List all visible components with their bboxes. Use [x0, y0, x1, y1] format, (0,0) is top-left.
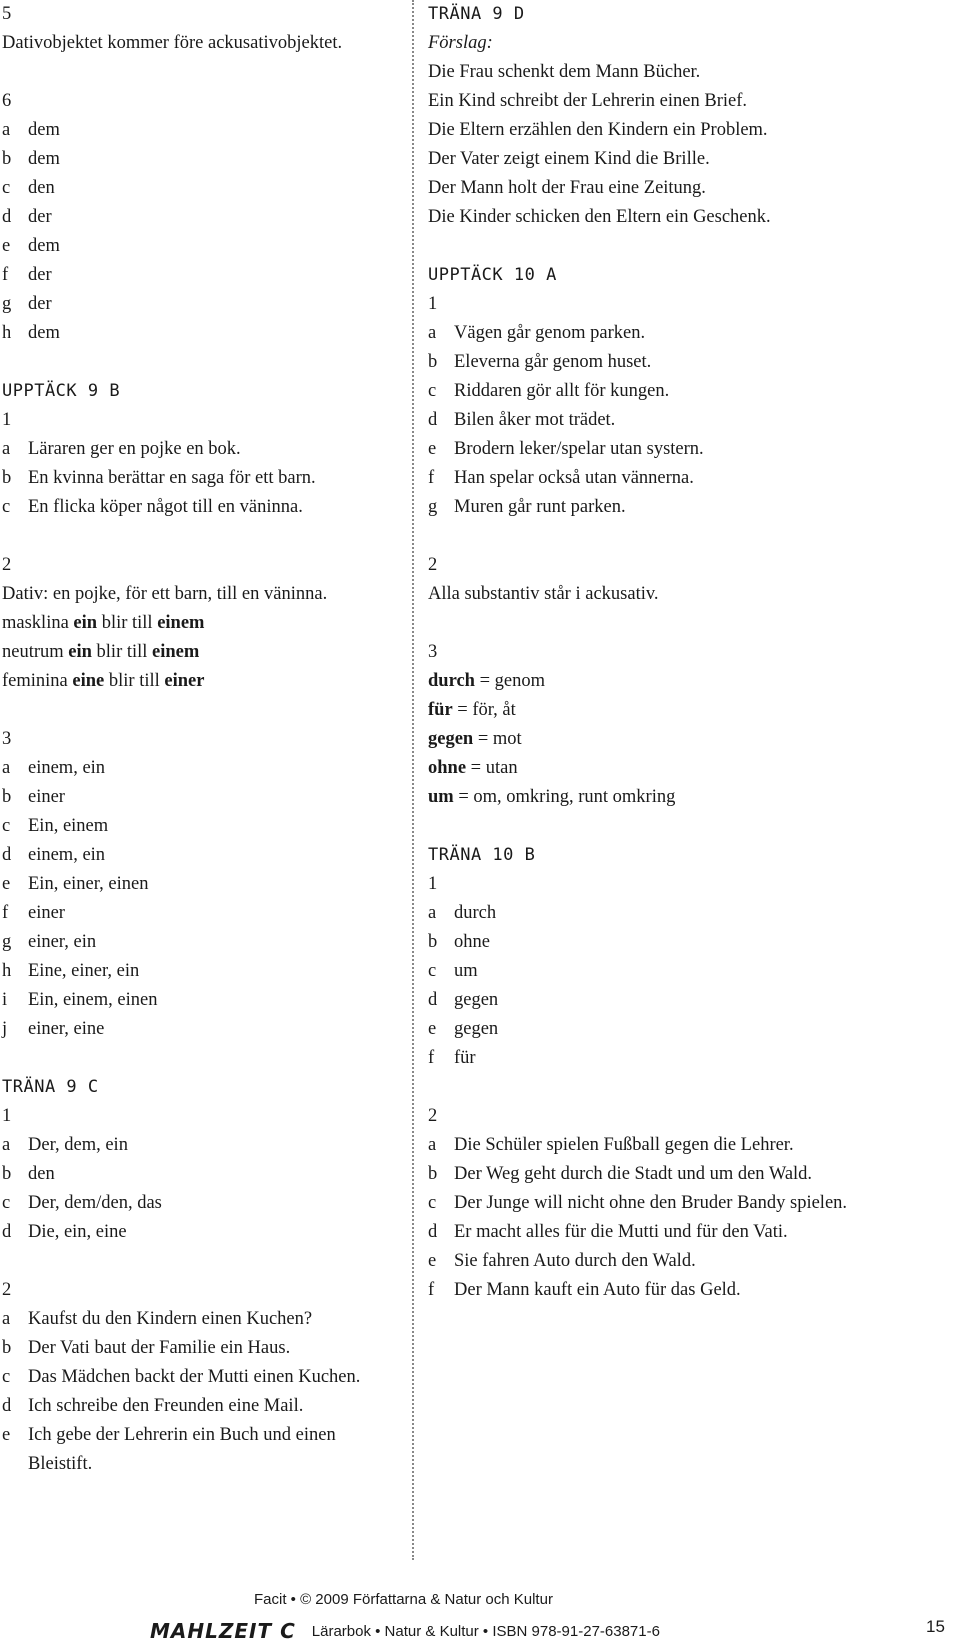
- spacer: [428, 522, 848, 551]
- item-letter: g: [2, 294, 12, 314]
- preposition-word: für: [428, 700, 453, 720]
- spacer: [2, 522, 392, 551]
- rule-line: [2, 638, 392, 667]
- list-item: [2, 928, 392, 957]
- item-text: Eleverna går genom huset.: [454, 352, 652, 372]
- spacer: [2, 1247, 392, 1276]
- item-text: Läraren ger en pojke en bok.: [28, 439, 241, 459]
- item-text: Der Weg geht durch die Stadt und um den Wald.: [454, 1164, 813, 1184]
- rule-bold: eine: [72, 671, 105, 691]
- footer-credit: Facit • © 2009 Författarna & Natur och Kultur: [254, 1591, 553, 1608]
- item-letter: d: [2, 207, 12, 227]
- section-number: 3: [2, 729, 12, 749]
- heading-trana-9d: TRÄNA 9 D: [428, 4, 525, 24]
- item-letter: j: [2, 1019, 8, 1039]
- item-letter: c: [428, 961, 437, 981]
- item-letter: a: [2, 758, 11, 778]
- item-letter: a: [2, 120, 11, 140]
- list-item: [428, 1131, 848, 1160]
- section-text: Dativ: en pojke, för ett barn, till en väninna.: [2, 584, 328, 604]
- list-item: [2, 754, 392, 783]
- rule-part: blir till: [104, 671, 165, 691]
- item-letter: b: [2, 468, 12, 488]
- list-item: [2, 116, 392, 145]
- list-item: [2, 319, 392, 348]
- section-number: 2: [2, 1280, 12, 1300]
- item-letter: d: [2, 845, 12, 865]
- item-text: Die Schüler spielen Fußball gegen die Lehrer.: [454, 1135, 794, 1155]
- section-number: 1: [428, 294, 438, 314]
- list-item: [2, 145, 392, 174]
- list-item: [2, 1305, 392, 1334]
- spacer: [2, 58, 392, 87]
- section-number: 2: [2, 555, 12, 575]
- item-letter: c: [428, 1193, 437, 1213]
- item-letter: e: [2, 236, 11, 256]
- list-item: [428, 493, 848, 522]
- list-item: [2, 870, 392, 899]
- spacer: [428, 812, 848, 841]
- preposition-line: [428, 725, 848, 754]
- item-text: einem, ein: [28, 758, 106, 778]
- item-letter: a: [2, 439, 11, 459]
- list-item: [2, 1421, 392, 1479]
- item-text: Ein, einer, einen: [28, 874, 149, 894]
- rule-part: feminina: [2, 671, 73, 691]
- list-item: [428, 435, 848, 464]
- page-number: 15: [926, 1617, 945, 1636]
- list-item: [428, 1160, 848, 1189]
- heading-trana-9c: TRÄNA 9 C: [2, 1077, 99, 1097]
- list-item: [2, 261, 392, 290]
- item-letter: c: [428, 381, 437, 401]
- item-text: einer: [28, 903, 65, 923]
- sentence-line: Der Mann holt der Frau eine Zeitung.: [428, 178, 706, 198]
- spacer: [2, 1044, 392, 1073]
- item-text: dem: [28, 236, 60, 256]
- item-letter: e: [428, 1019, 437, 1039]
- item-text: Vägen går genom parken.: [454, 323, 646, 343]
- section-number: 1: [2, 410, 12, 430]
- list-item: [2, 783, 392, 812]
- preposition-word: ohne: [428, 758, 467, 778]
- list-item: [2, 493, 392, 522]
- list-item: [2, 1218, 392, 1247]
- preposition-line: [428, 754, 848, 783]
- heading-upptack-9b: UPPTÄCK 9 B: [2, 381, 121, 401]
- footer-book-info: [150, 1619, 960, 1643]
- list-item: [2, 841, 392, 870]
- item-letter: a: [428, 903, 437, 923]
- item-text: Brodern leker/spelar utan systern.: [454, 439, 704, 459]
- item-letter: c: [2, 816, 11, 836]
- item-text: der: [28, 294, 52, 314]
- item-text: Riddaren gör allt för kungen.: [454, 381, 670, 401]
- item-letter: h: [2, 961, 12, 981]
- list-item: [428, 348, 848, 377]
- preposition-meaning: = mot: [473, 729, 522, 749]
- item-text: Ein, einem: [28, 816, 109, 836]
- section-text: Dativobjektet kommer före ackusativobjektet.: [2, 33, 343, 53]
- item-letter: a: [428, 323, 437, 343]
- section-number: 1: [428, 874, 438, 894]
- item-letter: c: [2, 178, 11, 198]
- item-text: für: [454, 1048, 476, 1068]
- item-text: der: [28, 207, 52, 227]
- item-text: Kaufst du den Kindern einen Kuchen?: [28, 1309, 313, 1329]
- list-item: [428, 1218, 848, 1247]
- preposition-line: [428, 783, 848, 812]
- rule-bold: einem: [157, 613, 205, 633]
- item-text: En kvinna berättar en saga för ett barn.: [28, 468, 316, 488]
- item-text: einem, ein: [28, 845, 106, 865]
- item-letter: c: [2, 1193, 11, 1213]
- item-text: Bilen åker mot trädet.: [454, 410, 616, 430]
- item-text: Der Junge will nicht ohne den Bruder Bandy spielen.: [454, 1193, 848, 1213]
- item-letter: b: [2, 787, 12, 807]
- item-letter: c: [2, 1367, 11, 1387]
- spacer: [428, 232, 848, 261]
- preposition-line: [428, 696, 848, 725]
- item-letter: f: [2, 903, 9, 923]
- item-letter: b: [428, 352, 438, 372]
- list-item: [2, 232, 392, 261]
- list-item: [428, 377, 848, 406]
- list-item: [428, 957, 848, 986]
- left-column: [2, 0, 392, 1479]
- spacer: [2, 348, 392, 377]
- list-item: [428, 319, 848, 348]
- sentence-line: Ein Kind schreibt der Lehrerin einen Brief.: [428, 91, 748, 111]
- preposition-word: durch: [428, 671, 475, 691]
- item-text: einer, ein: [28, 932, 97, 952]
- item-letter: g: [428, 497, 438, 517]
- list-item: [428, 1015, 848, 1044]
- item-text: um: [454, 961, 478, 981]
- preposition-meaning: = om, omkring, runt omkring: [453, 787, 676, 807]
- right-column: [428, 0, 848, 1305]
- list-item: [2, 1015, 392, 1044]
- item-text: Sie fahren Auto durch den Wald.: [454, 1251, 696, 1271]
- heading-trana-10b: TRÄNA 10 B: [428, 845, 536, 865]
- preposition-meaning: = för, åt: [452, 700, 516, 720]
- list-item: [2, 203, 392, 232]
- list-item: [428, 406, 848, 435]
- item-text: En flicka köper något till en väninna.: [28, 497, 303, 517]
- rule-bold: ein: [68, 642, 92, 662]
- preposition-meaning: = utan: [466, 758, 518, 778]
- heading-upptack-10a: UPPTÄCK 10 A: [428, 265, 557, 285]
- rule-part: neutrum: [2, 642, 69, 662]
- rule-bold: einer: [164, 671, 205, 691]
- item-letter: a: [428, 1135, 437, 1155]
- item-letter: c: [2, 497, 11, 517]
- sentence-line: Die Eltern erzählen den Kindern ein Problem.: [428, 120, 768, 140]
- item-text: Das Mädchen backt der Mutti einen Kuchen.: [28, 1367, 361, 1387]
- item-text: Eine, einer, ein: [28, 961, 140, 981]
- preposition-word: gegen: [428, 729, 474, 749]
- column-divider: [412, 0, 414, 1560]
- item-text: gegen: [454, 990, 499, 1010]
- list-item: [428, 899, 848, 928]
- item-letter: i: [2, 990, 8, 1010]
- item-text: Muren går runt parken.: [454, 497, 626, 517]
- item-letter: d: [2, 1222, 12, 1242]
- list-item: [2, 986, 392, 1015]
- section-number: 6: [2, 91, 12, 111]
- list-item: [428, 464, 848, 493]
- rule-bold: ein: [73, 613, 98, 633]
- item-letter: d: [428, 1222, 438, 1242]
- list-item: [428, 1247, 848, 1276]
- section-number: 3: [428, 642, 438, 662]
- list-item: [428, 928, 848, 957]
- list-item: [2, 812, 392, 841]
- item-text: den: [28, 1164, 55, 1184]
- item-text: Ich schreibe den Freunden eine Mail.: [28, 1396, 304, 1416]
- item-letter: a: [2, 1135, 11, 1155]
- rule-bold: einem: [152, 642, 200, 662]
- item-letter: h: [2, 323, 12, 343]
- item-letter: a: [2, 1309, 11, 1329]
- list-item: [2, 1131, 392, 1160]
- spacer: [428, 1073, 848, 1102]
- list-item: [2, 174, 392, 203]
- spacer: [2, 696, 392, 725]
- rule-line: [2, 609, 392, 638]
- rule-part: blir till: [91, 642, 153, 662]
- item-letter: d: [2, 1396, 12, 1416]
- item-letter: e: [2, 874, 11, 894]
- item-text: Ein, einem, einen: [28, 990, 158, 1010]
- forslag-text: Förslag:: [428, 33, 493, 53]
- list-item: [428, 986, 848, 1015]
- forslag-label: [428, 29, 848, 58]
- list-item: [2, 464, 392, 493]
- item-text: Der Vati baut der Familie ein Haus.: [28, 1338, 291, 1358]
- item-letter: e: [428, 439, 437, 459]
- item-text: dem: [28, 120, 60, 140]
- item-text: Der Mann kauft ein Auto für das Geld.: [454, 1280, 741, 1300]
- sentence-line: Der Vater zeigt einem Kind die Brille.: [428, 149, 710, 169]
- item-letter: d: [428, 410, 438, 430]
- item-text: der: [28, 265, 52, 285]
- section-number: 1: [2, 1106, 12, 1126]
- list-item: [2, 435, 392, 464]
- list-item: [2, 1160, 392, 1189]
- list-item: [2, 1392, 392, 1421]
- item-letter: g: [2, 932, 12, 952]
- item-text: den: [28, 178, 55, 198]
- spacer: [428, 609, 848, 638]
- item-text: gegen: [454, 1019, 499, 1039]
- item-text: Der, dem/den, das: [28, 1193, 162, 1213]
- sentence-line: Die Frau schenkt dem Mann Bücher.: [428, 62, 701, 82]
- item-letter: e: [428, 1251, 437, 1271]
- item-text: einer, eine: [28, 1019, 105, 1039]
- sentence-line: Die Kinder schicken den Eltern ein Geschenk.: [428, 207, 771, 227]
- item-letter: e: [2, 1425, 11, 1445]
- item-text: Ich gebe der Lehrerin ein Buch und einen Bleistift.: [28, 1425, 336, 1474]
- list-item: [2, 1363, 392, 1392]
- preposition-line: [428, 667, 848, 696]
- rule-line: [2, 667, 392, 696]
- item-letter: f: [428, 1048, 435, 1068]
- item-text: durch: [454, 903, 497, 923]
- item-text: dem: [28, 323, 60, 343]
- item-letter: b: [2, 149, 12, 169]
- list-item: [2, 1334, 392, 1363]
- item-text: ohne: [454, 932, 490, 952]
- item-text: einer: [28, 787, 65, 807]
- footer-isbn: Lärarbok • Natur & Kultur • ISBN 978-91-27-63871-6: [311, 1622, 660, 1640]
- list-item: [428, 1276, 848, 1305]
- item-letter: f: [2, 265, 9, 285]
- list-item: [2, 899, 392, 928]
- list-item: [428, 1189, 848, 1218]
- section-number: 5: [2, 4, 12, 24]
- preposition-word: um: [428, 787, 454, 807]
- item-text: Die, ein, eine: [28, 1222, 127, 1242]
- item-letter: b: [2, 1338, 12, 1358]
- rule-part: blir till: [97, 613, 158, 633]
- item-letter: f: [428, 1280, 435, 1300]
- list-item: [2, 957, 392, 986]
- section-number: 2: [428, 555, 438, 575]
- rule-part: masklina: [2, 613, 74, 633]
- list-item: [428, 1044, 848, 1073]
- item-letter: b: [428, 932, 438, 952]
- section-text: Alla substantiv står i ackusativ.: [428, 584, 659, 604]
- item-letter: f: [428, 468, 435, 488]
- mahlzeit-logo: MAHLZEIT C: [150, 1619, 296, 1643]
- preposition-meaning: = genom: [474, 671, 546, 691]
- item-text: Der, dem, ein: [28, 1135, 128, 1155]
- list-item: [2, 1189, 392, 1218]
- item-letter: d: [428, 990, 438, 1010]
- section-number: 2: [428, 1106, 438, 1126]
- item-letter: b: [428, 1164, 438, 1184]
- item-letter: b: [2, 1164, 12, 1184]
- item-text: Han spelar också utan vännerna.: [454, 468, 694, 488]
- item-text: Er macht alles für die Mutti und für den Vati.: [454, 1222, 788, 1242]
- item-text: dem: [28, 149, 60, 169]
- list-item: [2, 290, 392, 319]
